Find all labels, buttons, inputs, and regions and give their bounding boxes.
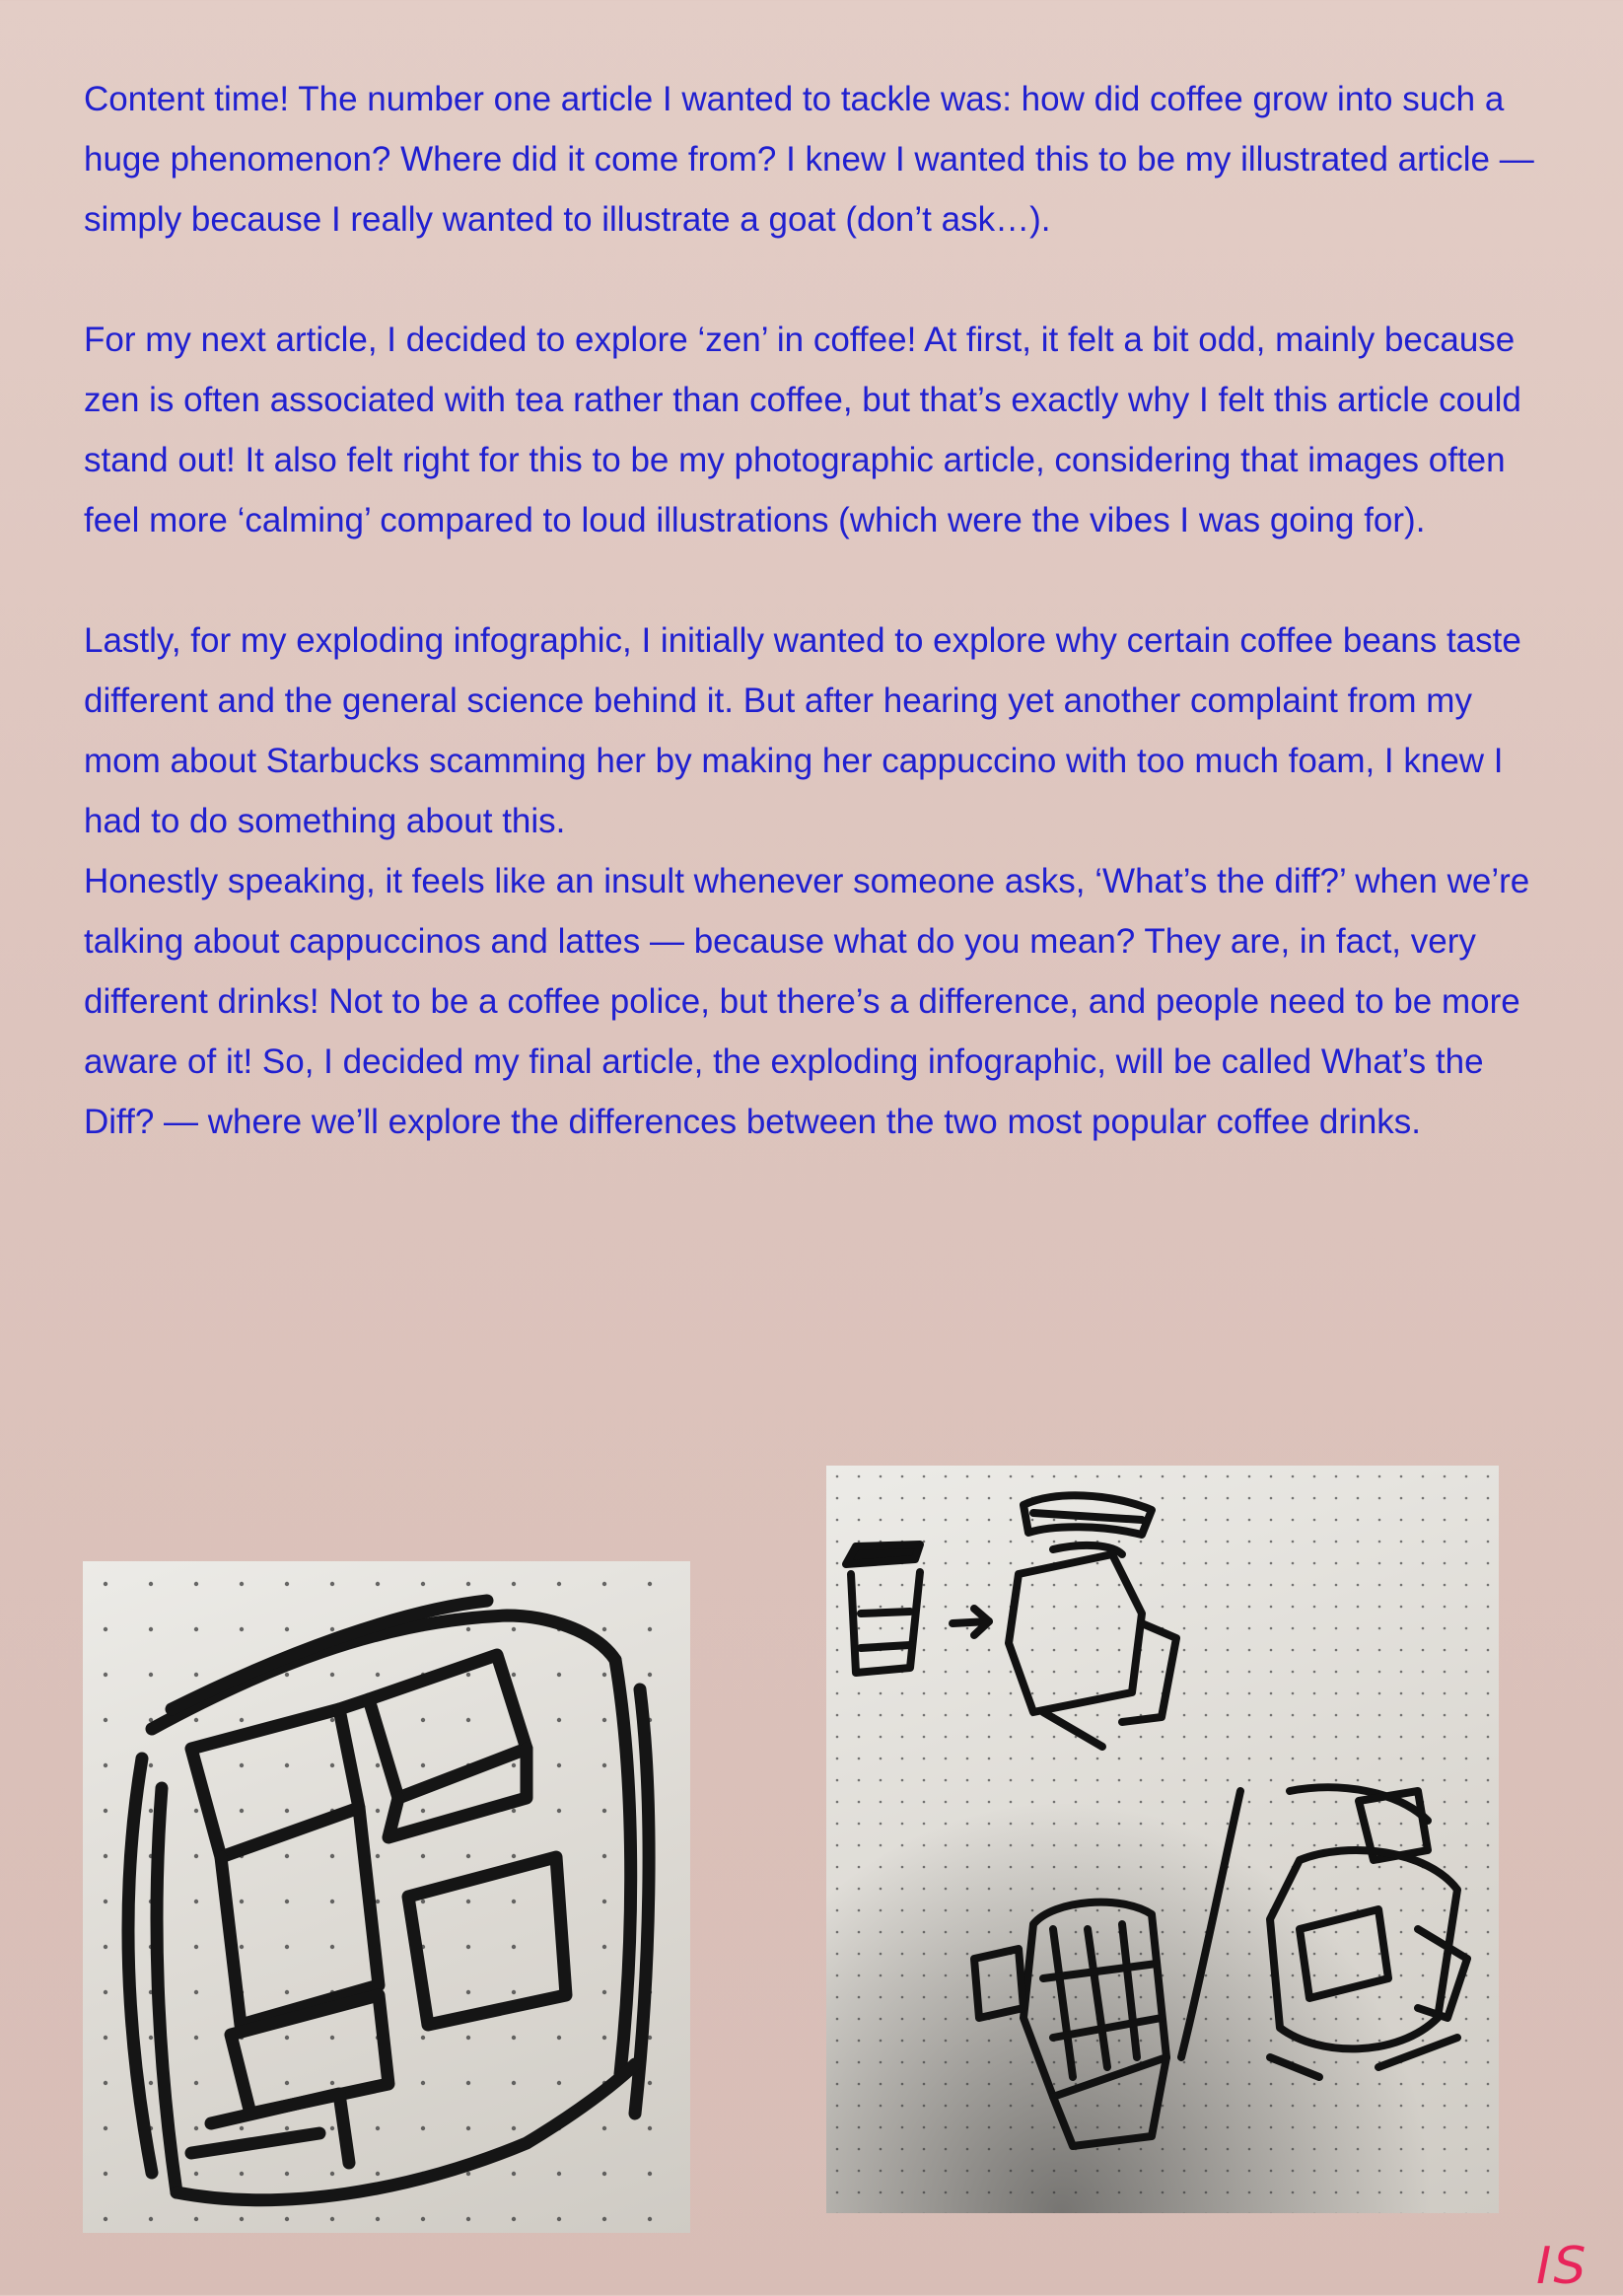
sketch-drawing-cups — [826, 1466, 1499, 2213]
paragraph-infographic: Lastly, for my exploding infographic, I initially wanted to explore why certain coffee beans taste different and the general science behind it. But after hearing yet another complaint from my mom about Starbucks scamming her by making her cappuccino with too much foam, I knew I had to do something about this. — [84, 621, 1521, 840]
author-monogram: IS — [1536, 2237, 1588, 2296]
paragraph-whats-the-diff: Honestly speaking, it feels like an insult whenever someone asks, ‘What’s the diff?’ when we’re talking about cappuccinos and lattes — because what do you mean? They are, in fact, very different drinks! Not to be a coffee police, but there’s a difference, and people need to be more aware of it! So, I decided my final article, the exploding infographic, will be called What’s the Diff? — where we’ll explore the differences between the two most popular coffee drinks. — [84, 862, 1530, 1141]
paragraph-origin: Content time! The number one article I wanted to tackle was: how did coffee grow into such a huge phenomenon? Where did it come from? I knew I wanted this to be my illustrated article — simply because I really wanted to illustrate a goat (don’t ask…). — [84, 80, 1534, 239]
paragraph-gap — [84, 250, 1543, 310]
article-body — [84, 69, 1543, 1152]
sketch-photo-left — [83, 1561, 690, 2233]
sketch-photo-right — [826, 1466, 1499, 2213]
paragraph-zen: For my next article, I decided to explore ‘zen’ in coffee! At first, it felt a bit odd, mainly because zen is often associated with tea rather than coffee, but that’s exactly why I felt this article could stand out! It also felt right for this to be my photographic article, considering that images often feel more ‘calming’ compared to loud illustrations (which were the vibes I was going for). — [84, 321, 1521, 539]
paragraph-gap — [84, 550, 1543, 610]
sketch-drawing-boxes — [83, 1561, 690, 2233]
